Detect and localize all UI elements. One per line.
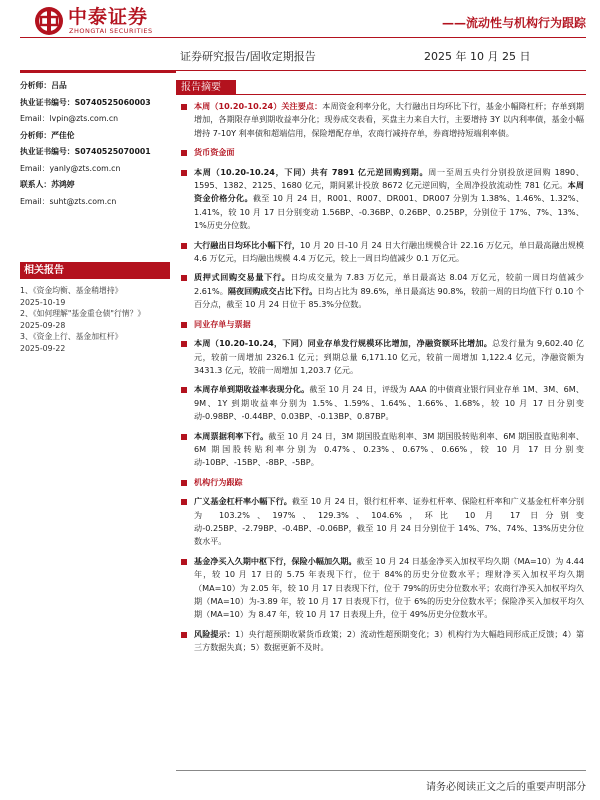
- email-row: Email：yanly@zts.com.cn: [20, 163, 121, 173]
- header-divider: [20, 37, 586, 38]
- license-row: 执业证书编号：S0740525060003: [20, 97, 151, 107]
- repo-volume-paragraph: 质押式回购交易量下行。日均成交量为 7.83 万亿元，单日最高达 8.04 万亿元，较前一周日均值减少 2.61%。隔夜回购成交占比下行。日均占比为 89.6%，单日最高达 90.8%，较前一周的日均值下行 0.10 个百分点，截至 10 月 24 日位于 85.3%分位数。: [180, 271, 584, 311]
- related-report-date: 2025-09-28: [20, 320, 66, 330]
- bill-rate-paragraph: 本周票据利率下行。截至 10 月 24 日，3M 期国股直贴利率、3M 期国股转贴利率、6M 期国股直贴利率、6M 期国股转贴利率分别为 0.47%、0.23%、0.67%、0.66%，较 10 月 17 日分别变动-10BP、-15BP、-8BP、-5BP。: [180, 430, 584, 470]
- related-reports-heading: 相关报告: [20, 262, 170, 279]
- disclaimer-note: 请务必阅读正文之后的重要声明部分: [426, 782, 586, 793]
- analyst-row: 分析师：吕品: [20, 81, 67, 90]
- section-heading-ncd: 同业存单与票据: [180, 318, 584, 331]
- email-link[interactable]: lvpin@zts.com.cn: [49, 114, 119, 123]
- bank-lending-paragraph: 大行融出日均环比小幅下行，10 月 20 日-10 月 24 日大行融出规模合计 22.16 万亿元，单日最高融出规模 4.6 万亿元，日均融出规模 4.4 万亿元，较上一周日均值减少 0.1 万亿元。: [180, 239, 584, 266]
- contact-row: 联系人：苏鸿婷: [20, 180, 75, 189]
- report-body: [180, 100, 584, 661]
- section-heading-institutions: 机构行为跟踪: [180, 476, 584, 489]
- analyst-info: [20, 80, 170, 212]
- sidebar-divider: [20, 70, 176, 73]
- email-row: Email：suht@zts.com.cn: [20, 196, 117, 206]
- email-link[interactable]: suht@zts.com.cn: [49, 196, 117, 206]
- ncd-issuance-paragraph: 本周（10.20-10.24，下同）同业存单发行规模环比增加，净融资额环比增加。总发行量为 9,602.40 亿元，较前一周增加 2326.1 亿元；到期总量 6,171.10 亿元，较前一周增加 1,122.4 亿元，净融资额为 3431.3 亿元，较前一周增加 1,203.7 亿元。: [180, 337, 584, 377]
- duration-paragraph: 基金净买入久期中枢下行，保险小幅加久期。截至 10 月 24 日基金净买入加权平均久期（MA=10）为 4.44 年，较 10 月 17 日的 5.75 年表现下行，位于 84%的历史分位数水平；理财净买入加权平均久期（MA=10）为 2.05 年，较 10 月 17 日表现下行，位于 79%的历史分位数水平；农商行净买入加权平均久期（MA=10）为-3.89 年，较 10 月 17 日表现下行，位于 6%的历史分位数水平；保险净买入加权平均久期（MA=10）为 8.47 年，较 10 月 17 日表现上升，位于 49%历史分位数水平。: [180, 555, 584, 622]
- footer-divider: [176, 770, 586, 771]
- related-report-link[interactable]: 2、《如何理解"基金重仓债"行情？》: [20, 309, 146, 319]
- related-report-date: 2025-10-19: [20, 297, 66, 307]
- zhongtai-logo-icon: [34, 6, 64, 36]
- leverage-paragraph: 广义基金杠杆率小幅下行。截至 10 月 24 日，银行杠杆率、证券杠杆率、保险杠杆率和广义基金杠杆率分别为 103.2%、197%、129.3%、104.6%，环比 10 月 17 日分别变动-0.25BP、-2.79BP、-0.4BP、-0.06BP，截至 10 月 24 日分别位于 14%、7%、74%、13%历史分位数水平。: [180, 495, 584, 549]
- related-report-link[interactable]: 3、《资金上行、基金加杠杆》: [20, 332, 123, 342]
- main-divider: [176, 70, 586, 71]
- reverse-repo-paragraph: 本周（10.20-10.24，下同）共有 7891 亿元逆回购到期。周一至周五央行分别投放逆回购 1890、1595、1382、2125、1680 亿元，期间累计投放 8672 亿元逆回购，全周净投放流动性 781 亿元。本周资金价格分化。截至 10 月 24 日，R001、R007、DR001、DR007 分别为 1.38%、1.46%、1.32%、1.41%，较 10 月 17 日分别变动 1.56BP、-0.36BP、0.26BP、0.25BP，分别位于 17%、7%、13%、1%历史分位数。: [180, 166, 584, 233]
- report-date: 2025 年 10 月 25 日: [424, 50, 531, 63]
- series-title: ——流动性与机构行为跟踪: [441, 16, 586, 30]
- abstract-heading: 报告摘要: [176, 80, 236, 95]
- license-row: 执业证书编号：S0740525070001: [20, 147, 151, 156]
- section-heading-money-market: 货币资金面: [180, 146, 584, 159]
- related-report-date: 2025-09-22: [20, 343, 66, 353]
- email-row: Email：lvpin@zts.com.cn: [20, 114, 119, 123]
- analyst-row: 分析师：严佳伦: [20, 130, 75, 140]
- logo-english-text: ZHONGTAI SECURITIES: [69, 27, 153, 35]
- report-type: 证券研究报告/固收定期报告: [180, 50, 316, 63]
- company-logo: [34, 6, 160, 38]
- related-reports-list: [20, 285, 170, 355]
- email-link[interactable]: yanly@zts.com.cn: [49, 163, 121, 173]
- ncd-yield-paragraph: 本周存单到期收益率表现分化。截至 10 月 24 日，评级为 AAA 的中债商业银行同业存单 1M、3M、6M、9M、1Y 到期收益率分别为 1.5%、1.59%、1.64%、1.66%、1.68%，较 10 月 17 日分别变动-0.98BP、-0.44BP、0.03BP、-0.13BP、0.87BP。: [180, 383, 584, 423]
- logo-text: 中泰证券: [68, 6, 149, 28]
- risk-warning-paragraph: 风险提示：1）央行超预期收紧货币政策；2）流动性超预期变化；3）机构行为大幅趋同形成正反馈；4）第三方数据失真；5）数据更新不及时。: [180, 628, 584, 655]
- related-report-link[interactable]: 1、《资金均衡、基金稍增持》: [20, 286, 123, 295]
- summary-paragraph: 本周（10.20-10.24）关注要点：本周资金利率分化，大行融出日均环比下行，基金小幅降杠杆；存单到期增加，各期限存单到期收益率分化；现券成交表看，买盘主力来自大行，主要增持 3Y 以内利率债，基金小幅增持 7-10Y 利率债和超端信用，保险增配存单，农商行减持存单，券商增持短端利率债。: [180, 100, 584, 140]
- abstract-divider: [176, 94, 586, 95]
